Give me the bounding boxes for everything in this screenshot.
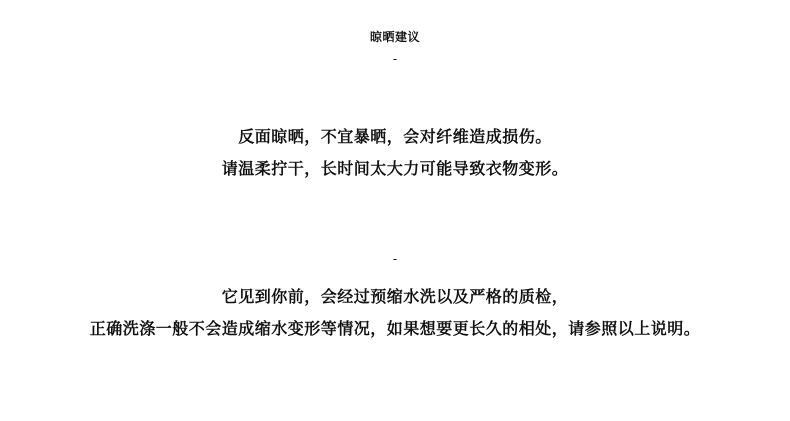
quality-note-line-2: 正确洗涤一般不会造成缩水变形等情况，如果想要更长久的相处，请参照以上说明。 (89, 319, 701, 338)
drying-tip-line-1: 反面晾晒，不宜暴晒，会对纤维造成损伤。 (238, 127, 552, 146)
drying-tip-line-2: 请温柔拧干，长时间太大力可能导致衣物变形。 (221, 159, 569, 178)
title-divider: - (392, 52, 398, 66)
quality-note-line-1: 它见到你前，会经过预缩水洗以及严格的质检， (221, 287, 569, 306)
paragraph-divider: - (392, 252, 398, 266)
section-title: 晾晒建议 (369, 30, 420, 44)
